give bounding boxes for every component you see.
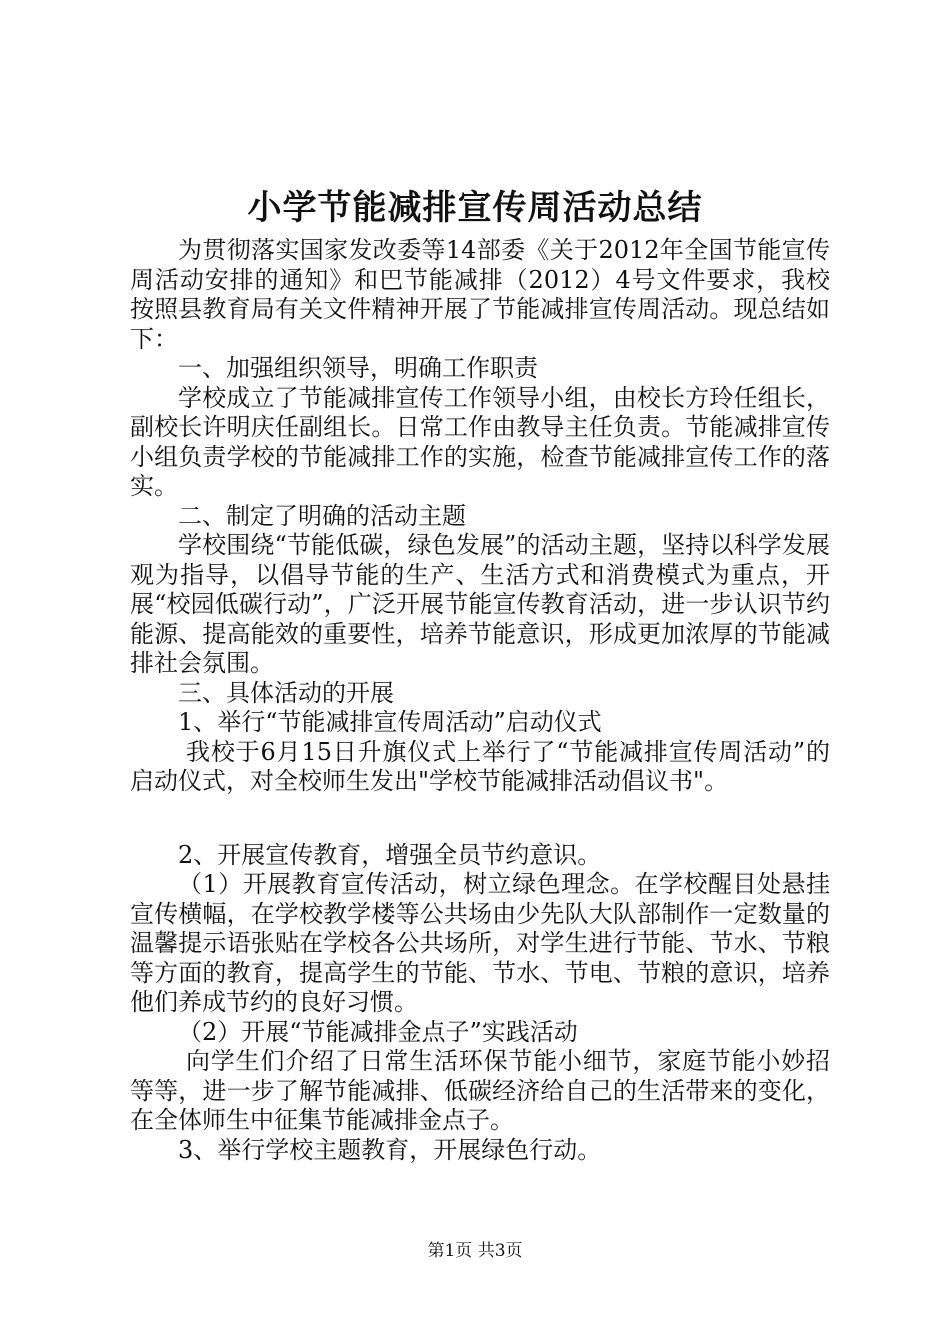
subheading-1: 1、举行“节能减排宣传周活动”启动仪式 [178,708,602,736]
paragraph-subsection-2-1: （1）开展教育宣传活动，树立绿色理念。在学校醒目处悬挂宣传横幅，在学校教学楼等公共场由少先队大队部制作一定数量的温馨提示语张贴在学校各公共场所，对学生进行节能、节水、节粮等方面的教育，提高学生的节能、节水、节电、节粮的意识，培养他们养成节约的良好习惯。 [130,870,830,1016]
subheading-3: 3、举行学校主题教育，开展绿色行动。 [178,1135,602,1164]
paragraph-section-1: 学校成立了节能减排宣传工作领导小组，由校长方玲任组长，副校长许明庆任副组长。日常工作由教导主任负责。节能减排宣传小组负责学校的节能减排工作的实施，检查节能减排宣传工作的落实。 [130,383,830,500]
paragraph-subsection-1: 我校于6月15日升旗仪式上举行了“节能减排宣传周活动”的启动仪式，对全校师生发出"学校节能减排活动倡议书"。 [130,737,830,795]
subheading-2-2: （2）开展“节能减排金点子”实践活动 [178,1017,578,1046]
paragraph-section-2: 学校围绕“节能低碳，绿色发展”的活动主题，坚持以科学发展观为指导，以倡导节能的生产、生活方式和消费模式为重点，开展“校园低碳行动”，广泛开展节能宣传教育活动，进一步认识节约能源、提高能效的重要性，培养节能意识，形成更加浓厚的节能减排社会氛围。 [130,531,830,677]
paragraph-intro: 为贯彻落实国家发改委等14部委《关于2012年全国节能宣传周活动安排的通知》和巴节能减排（2012）4号文件要求，我校按照县教育局有关文件精神开展了节能减排宣传周活动。现总结如下： [130,236,830,353]
paragraph-subsection-2-2: 向学生们介绍了日常生活环保节能小细节，家庭节能小妙招等等，进一步了解节能减排、低碳经济给自己的生活带来的变化，在全体师生中征集节能减排金点子。 [130,1047,830,1134]
section-heading-3: 三、具体活动的开展 [178,678,394,707]
section-heading-1: 一、加强组织领导，明确工作职责 [178,354,538,382]
page-number: 第1页 共3页 [427,1241,523,1261]
blank-line [130,797,830,841]
document-title: 小学节能减排宣传周活动总结 [247,188,703,228]
subheading-2: 2、开展宣传教育，增强全员节约意识。 [178,840,602,869]
document-body [130,236,830,1165]
section-heading-2: 二、制定了明确的活动主题 [178,501,466,530]
